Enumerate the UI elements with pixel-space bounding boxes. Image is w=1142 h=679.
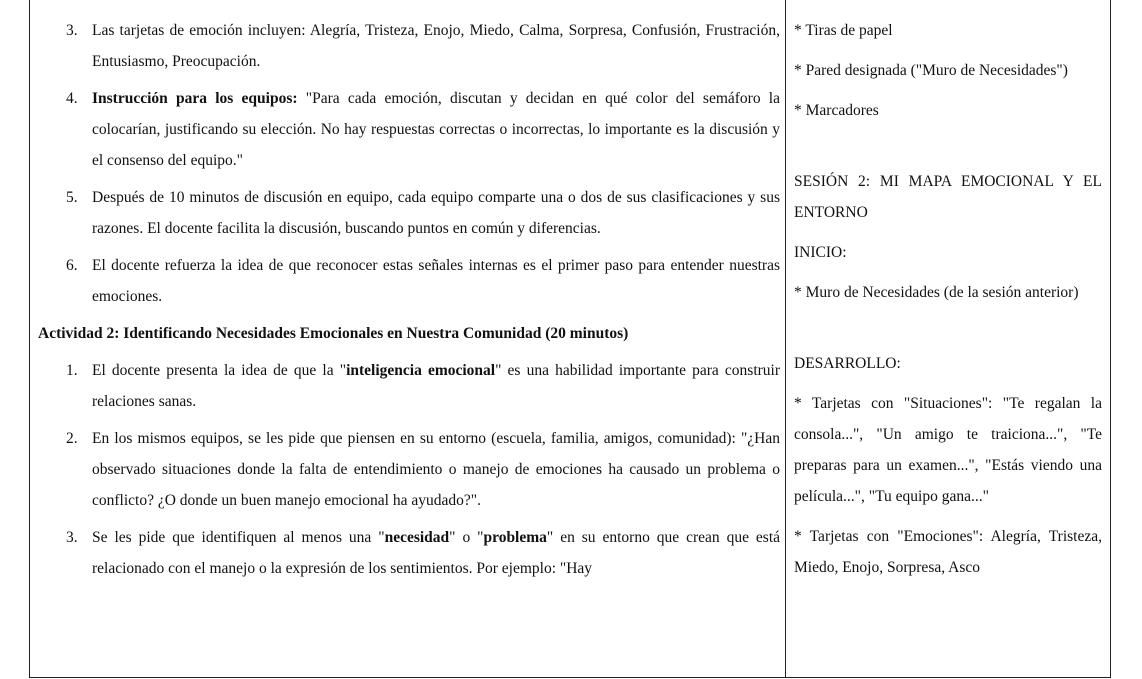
list-item-4 xyxy=(38,83,780,176)
list-number: 4. xyxy=(66,90,78,107)
start-label: INICIO: xyxy=(794,244,847,261)
list-text-post: " en su entorno que crean que está relacionado con el manejo o la expresión de los sentimientos. Por ejemplo: "Hay xyxy=(92,529,781,577)
list-text: "Para cada emoción, discutan y decidan en qué color del semáforo la colocarían, justificando su elección. No hay respuestas correctas o incorrectas, lo importante es la discusión y el consenso del equipo." xyxy=(92,90,780,169)
list-number: 6. xyxy=(66,257,78,274)
list-item-5 xyxy=(38,182,780,244)
list-text-pre: Se les pide que identifiquen al menos una " xyxy=(92,529,385,546)
activity-2-heading: Actividad 2: Identificando Necesidades Emocionales en Nuestra Comunidad (20 minutos) xyxy=(38,325,629,342)
list-item-2 xyxy=(38,423,780,516)
material-markers: * Marcadores xyxy=(794,102,879,119)
material-paper-strips: * Tiras de papel xyxy=(794,22,893,39)
material-needs-wall: * Pared designada ("Muro de Necesidades") xyxy=(794,62,1068,79)
material-emotion-cards: * Tarjetas con "Emociones": Alegría, Tristeza, Miedo, Enojo, Sorpresa, Asco xyxy=(794,528,1102,576)
list-item-3b xyxy=(38,522,780,584)
list-text-pre: El docente presenta la idea de que la " xyxy=(92,362,347,379)
session-2-heading: SESIÓN 2: MI MAPA EMOCIONAL Y EL ENTORNO xyxy=(794,173,1102,221)
list-text: Las tarjetas de emoción incluyen: Alegría, Tristeza, Enojo, Miedo, Calma, Sorpresa, Confusión, Frustración, Entusiasmo, Preocupación. xyxy=(92,22,780,70)
list-text: El docente refuerza la idea de que reconocer estas señales internas es el primer paso para entender nuestras emociones. xyxy=(92,257,780,305)
list-number: 3. xyxy=(66,22,78,39)
activities-column xyxy=(38,15,780,590)
column-divider xyxy=(785,0,786,678)
list-number: 2. xyxy=(66,430,78,447)
list-number: 3. xyxy=(66,529,78,546)
list-item-1 xyxy=(38,355,780,417)
list-number: 5. xyxy=(66,189,78,206)
problem-term: problema xyxy=(483,529,547,546)
list-number: 1. xyxy=(66,362,78,379)
list-text: En los mismos equipos, se les pide que piensen en su entorno (escuela, familia, amigos, comunidad): "¿Han observado situaciones donde la falta de entendimiento o manejo de emociones ha causado un problema o conflicto? ¿O donde un buen manejo emocional ha ayudado?". xyxy=(92,430,780,509)
list-item-3 xyxy=(38,15,780,77)
development-label: DESARROLLO: xyxy=(794,355,901,372)
team-instruction-label: Instrucción para los equipos: xyxy=(92,90,298,107)
list-text-mid: " o " xyxy=(449,529,484,546)
list-text-post: " es una habilidad importante para construir relaciones sanas. xyxy=(92,362,781,410)
material-situation-cards: * Tarjetas con "Situaciones": "Te regalan la consola...", "Un amigo te traiciona...", "Te preparas para un examen...", "Estás viendo una película...", "Tu equipo gana..." xyxy=(794,395,1102,505)
materials-column xyxy=(794,15,1102,592)
emotional-intelligence-term: inteligencia emocional xyxy=(346,362,496,379)
material-needs-wall-previous: * Muro de Necesidades (de la sesión anterior) xyxy=(794,284,1079,301)
list-item-6 xyxy=(38,250,780,312)
need-term: necesidad xyxy=(384,529,450,546)
list-text: Después de 10 minutos de discusión en equipo, cada equipo comparte una o dos de sus clasificaciones y sus razones. El docente facilita la discusión, buscando puntos en común y diferencias. xyxy=(92,189,780,237)
